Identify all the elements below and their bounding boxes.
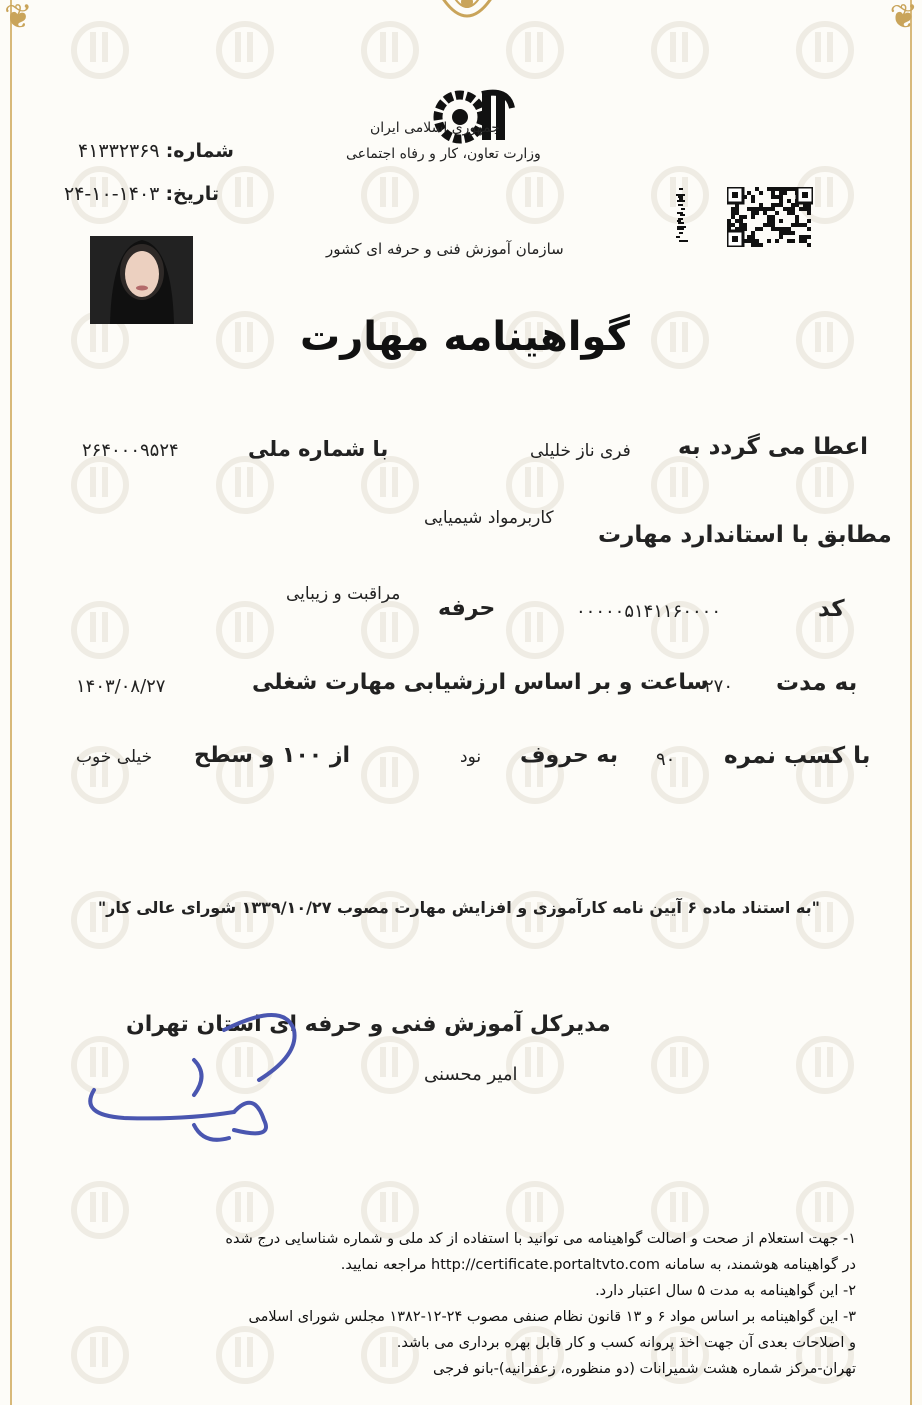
- certificate-date: [64, 183, 219, 205]
- recipient-photo: [90, 236, 193, 324]
- duration-label: به مدت: [776, 670, 858, 696]
- skill-standard-value: کاربرمواد شیمیایی: [424, 508, 554, 528]
- emblem-icon: [432, 0, 502, 30]
- qr-code-icon: [727, 187, 813, 247]
- certificate-number-label: شماره:: [165, 140, 234, 162]
- letters-label: به حروف: [520, 743, 619, 768]
- certificate-date-value: ۱۴۰۳-۱۰-۲۴: [64, 183, 160, 205]
- recipient-name: فری ناز خلیلی: [530, 441, 631, 461]
- certificate-title: گواهینامه مهارت: [300, 314, 630, 360]
- handwritten-signature-icon: [84, 1000, 314, 1150]
- assessment-date: ۱۴۰۳/۰۸/۲۷: [76, 676, 166, 697]
- certificate-date-label: تاریخ:: [165, 183, 220, 205]
- signatory-title: مدیرکل آموزش فنی و حرفه ای استان تهران: [126, 1012, 611, 1037]
- signatory-name: امیر محسنی: [424, 1064, 518, 1085]
- tvto-logo-icon: [432, 88, 520, 146]
- portrait-icon: [90, 236, 193, 324]
- level-value: خیلی خوب: [76, 747, 153, 767]
- issuing-center-address: تهران-مرکز شماره هشت شمیرانات (دو منظوره، زعفرانیه)-بانو فرجی: [433, 1361, 856, 1377]
- note-1a: ۱- جهت استعلام از صحت و اصالت گواهینامه می توانید با استفاده از کد ملی و شماره شناسایی درج شده: [225, 1231, 856, 1247]
- hours-label: ساعت و بر اساس ارزشیابی مهارت شغلی: [252, 670, 709, 695]
- note-3b: و اصلاحات بعدی آن جهت اخذ پروانه کسب و کار قابل بهره برداری می باشد.: [396, 1335, 856, 1351]
- note-3a: ۳- این گواهینامه بر اساس مواد ۶ و ۱۳ قانون نظام صنفی مصوب ۲۴-۱۲-۱۳۸۲ مجلس شورای اسلامی: [248, 1309, 856, 1325]
- footer-notes: [60, 1226, 856, 1382]
- barcode-icon: [676, 188, 690, 246]
- duration-value: ۲۷۰: [704, 676, 734, 697]
- national-id-value: ۲۶۴۰۰۰۹۵۲۴: [82, 440, 179, 461]
- organization-name: سازمان آموزش فنی و حرفه ای کشور: [326, 240, 564, 258]
- trade-value: مراقبت و زیبایی: [286, 584, 401, 604]
- ministry-name-line2: وزارت تعاون، کار و رفاه اجتماعی: [346, 146, 541, 162]
- corner-ornament-icon: ❦: [889, 0, 918, 37]
- legal-citation: "به استناد ماده ۶ آیین نامه کارآموزی و افزایش مهارت مصوب ۱۳۳۹/۱۰/۲۷ شورای عالی کار": [97, 898, 820, 917]
- certificate-number-value: ۴۱۳۳۲۳۶۹: [78, 140, 160, 162]
- score-value: ۹۰: [656, 749, 676, 770]
- issued-to-label: اعطا می گردد به: [678, 434, 869, 460]
- certificate-number: [78, 140, 234, 162]
- corner-ornament-icon: ❦: [4, 0, 33, 37]
- code-value: ۰۰۰۰۰۵۱۴۱۱۶۰۰۰۰: [576, 601, 722, 622]
- code-label: کد: [818, 596, 845, 622]
- out-of-label: از ۱۰۰ و سطح: [194, 743, 351, 768]
- score-label: با کسب نمره: [724, 743, 871, 769]
- trade-label: حرفه: [438, 596, 496, 621]
- skill-standard-label: مطابق با استاندارد مهارت: [598, 522, 892, 548]
- note-1b: در گواهینامه هوشمند، به سامانه http://certificate.portaltvto.com مراجعه نمایید.: [340, 1257, 856, 1273]
- note-2: ۲- این گواهینامه به مدت ۵ سال اعتبار دارد.: [595, 1283, 856, 1299]
- national-id-label: با شماره ملی: [248, 437, 389, 461]
- ministry-name-line1: جمهوری اسلامی ایران: [370, 120, 500, 136]
- letters-value: نود: [460, 747, 482, 767]
